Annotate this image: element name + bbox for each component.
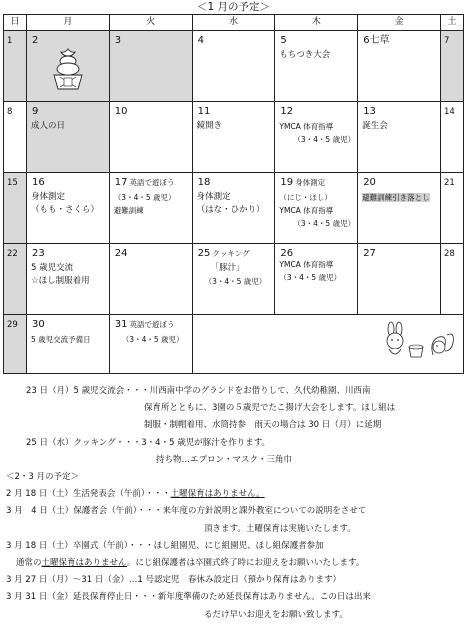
day-cell-31: [109, 315, 192, 374]
day-number: 8: [7, 107, 13, 117]
note-line: 頂きます。土曜保育は実施いたします。: [204, 523, 356, 534]
weekday-sun: 日: [4, 15, 27, 31]
event-cooking: クッキング: [212, 249, 250, 258]
event-age-group: （3・4・5 歳児）: [113, 193, 176, 202]
day-number-with-label: [115, 177, 175, 188]
day-number-with-label: [363, 35, 389, 46]
event-age-group: （3・4・5 歳児）: [204, 277, 267, 286]
day-cell-12: [275, 102, 358, 173]
note-line: るだけ早いお迎えをお願い致します。: [204, 609, 348, 620]
note-text: 。にじ組保護者は卒園式終了時にお迎えをお願いいたします。: [127, 558, 365, 569]
day-number: 2: [32, 35, 39, 46]
day-cell-23: [27, 244, 110, 315]
event-tonjiru: 「豚汁」: [210, 263, 245, 273]
calendar-title: ＜1 月の予定＞: [196, 1, 271, 13]
day-number: 18: [197, 177, 211, 188]
event-age-group: （3・4・5 歳児）: [293, 219, 356, 228]
day-number: 5: [280, 35, 287, 46]
day-number: 31: [114, 319, 128, 330]
event-classes: （はな・ひかり）: [196, 205, 265, 215]
day-events: [279, 49, 355, 62]
day-events: [362, 120, 438, 133]
event-classes: （にじ・ほし）: [279, 193, 332, 202]
day-number: 9: [32, 106, 39, 117]
day-cell-3: [109, 31, 192, 102]
note-line: 25 日（水）クッキング・・・3・4・5 歳児が豚汁を作ります。: [26, 437, 271, 448]
day-cell-20: [358, 173, 441, 244]
event-seijin-no-hi: 成人の日: [31, 121, 66, 131]
event-age-group: （3・4・5 歳児）: [279, 273, 342, 282]
day-cell-9: [27, 102, 110, 173]
event-evacuation-drill: 避難訓練: [113, 206, 144, 215]
day-events: [31, 262, 107, 288]
note-line: 3 月 18 日（土）卒園式（午前）・・・ほし組園児、にじ組園児、ほし組保護者参加: [6, 540, 324, 551]
note-line: 3 月 31 日（金）延長保育停止日・・・新年度準備のため延長保育はありません。この日は出来: [6, 592, 371, 603]
notes-section: [6, 383, 464, 624]
day-cell-14: [440, 102, 463, 173]
week-row-4: [4, 244, 464, 315]
event-birthday-party: 誕生会: [362, 121, 388, 131]
event-english: 英語で遊ぼう: [129, 178, 175, 187]
day-number: 11: [197, 106, 211, 117]
note-emphasis: 土曜保育はありません: [41, 558, 128, 569]
day-cell-26: [275, 244, 358, 315]
note-text: 2 月 18 日（土）生活発表会（午前）・・・: [6, 489, 171, 500]
day-number: 25: [197, 248, 211, 259]
day-cell-11: [192, 102, 275, 173]
note-text: 通常の: [16, 558, 42, 569]
day-number: 13: [363, 106, 376, 117]
day-number: 12: [280, 106, 294, 117]
day-cell-10: [109, 102, 192, 173]
day-cell-2: [27, 31, 110, 102]
day-cell-15: [4, 173, 27, 244]
day-number: 22: [7, 249, 18, 259]
day-cell-30: [27, 315, 110, 374]
weekday-thu: 木: [275, 15, 358, 31]
day-cell-16: [27, 173, 110, 244]
day-cell-18: [192, 173, 275, 244]
day-cell-21: [440, 173, 463, 244]
day-cell-1: [4, 31, 27, 102]
event-uniform: ☆ほし制服着用: [31, 276, 90, 286]
day-events: [279, 258, 355, 284]
day-cell-17: [109, 173, 192, 244]
week-row-1: [4, 31, 464, 102]
weekday-header-row: [4, 15, 464, 31]
section-heading: ＜2・3 月の予定＞: [6, 472, 80, 483]
note-line: [6, 486, 464, 503]
event-measurement: 身体測定: [295, 178, 326, 187]
event-5yo-exchange: 5 歳児交流: [31, 263, 74, 273]
day-cell-13: [358, 102, 441, 173]
day-cell-22: [4, 244, 27, 315]
weekday-fri: 金: [358, 15, 441, 31]
day-events: [279, 120, 355, 146]
day-number: 27: [363, 248, 376, 259]
january-calendar: [3, 14, 464, 374]
note-line: 3 月 27 日（月）～31 日（金）…1 号認定児 春休み設定日（預かり保育はあります）: [6, 575, 341, 586]
day-number: 7: [443, 36, 450, 46]
event-nanakusa: 七草: [369, 35, 390, 46]
day-events: [362, 191, 438, 205]
note-line: [6, 555, 464, 572]
day-number: 28: [443, 249, 455, 259]
day-number: 29: [7, 320, 18, 330]
event-classes: （もも・さくら）: [31, 205, 100, 215]
day-cell-27: [358, 244, 441, 315]
day-events: [197, 191, 273, 217]
empty-cell-block: [192, 315, 463, 374]
day-number-with-label: [280, 177, 325, 188]
weekday-mon: 月: [27, 15, 110, 31]
event-ymca: YMCA 体育指導: [279, 260, 334, 269]
day-cell-25: [192, 244, 275, 315]
day-cell-8: [4, 102, 27, 173]
day-cell-24: [109, 244, 192, 315]
day-cell-5: [275, 31, 358, 102]
note-line: 保育所とともに、3園の５歳児でたこ揚げ大会をします。ほし組は: [144, 403, 396, 414]
day-number: 3: [114, 35, 122, 46]
event-measurement: 身体測定: [196, 192, 231, 202]
day-number: 16: [32, 177, 45, 188]
day-number: 20: [363, 177, 376, 188]
animal-mochi-icon: [375, 321, 457, 361]
note-emphasis: 土曜保育はありません。: [170, 489, 265, 500]
note-line: 持ち物…エプロン・マスク・三角巾: [156, 454, 293, 465]
event-5yo-exchange-reserve: 5 歳児交流予備日: [31, 335, 91, 344]
day-number: 24: [114, 248, 128, 259]
day-cell-28: [440, 244, 463, 315]
event-withdrawal: 避難訓練引き落とし: [362, 193, 430, 202]
weekday-wed: 水: [192, 15, 275, 31]
day-number: 23: [32, 248, 45, 259]
event-age-group: （3・4・5 歳児）: [121, 335, 184, 344]
day-number: 10: [114, 106, 128, 117]
day-events: [197, 120, 273, 133]
day-cell-29: [4, 315, 27, 374]
event-english: 英語で遊ぼう: [129, 320, 175, 329]
note-line: 23 日（月）5 歳児交流会・・・川西南中学のグランドをお借りして、久代幼稚園、川西南: [26, 386, 371, 396]
day-events: [197, 262, 273, 288]
day-number: 26: [280, 248, 294, 259]
day-number-with-label: [198, 248, 250, 259]
day-cell-7: [440, 31, 463, 102]
day-number: 15: [7, 178, 18, 188]
day-events: [114, 191, 190, 217]
day-number: 17: [114, 177, 128, 188]
day-number: 21: [443, 178, 455, 188]
day-number: 4: [197, 35, 204, 46]
day-events: [114, 333, 190, 346]
day-number: 19: [280, 177, 294, 188]
day-number: 6: [363, 35, 370, 46]
day-number: 14: [443, 107, 455, 117]
day-events: [279, 191, 355, 230]
weekday-tue: 火: [109, 15, 192, 31]
week-row-5: [4, 315, 464, 374]
kagami-mochi-icon: [51, 47, 85, 91]
day-events: [31, 333, 107, 346]
event-ymca: YMCA 体育指導: [279, 206, 334, 215]
event-mochitsuki: もちつき大会: [279, 50, 331, 60]
event-age-group: （3・4・5 歳児）: [293, 135, 356, 144]
day-events: [31, 120, 107, 133]
note-line: 3 月 4 日（土）保護者会（午前）・・・来年度の方針説明と課外教室についての説明をさせて: [6, 506, 367, 517]
week-row-3: [4, 173, 464, 244]
event-measurement: 身体測定: [31, 192, 66, 202]
day-cell-4: [192, 31, 275, 102]
week-row-2: [4, 102, 464, 173]
day-number-with-label: [115, 319, 175, 330]
note-line: 制服・制帽着用、水筒持参 雨天の場合は 30 日（月）に延期: [144, 420, 382, 431]
day-number: 1: [7, 36, 13, 46]
event-kagami-biraki: 鏡開き: [196, 121, 223, 131]
day-events: [31, 191, 107, 217]
day-number: 30: [32, 319, 45, 330]
day-cell-19: [275, 173, 358, 244]
day-cell-6: [358, 31, 441, 102]
event-ymca: YMCA 体育指導: [279, 122, 334, 131]
weekday-sat: 土: [440, 15, 463, 31]
